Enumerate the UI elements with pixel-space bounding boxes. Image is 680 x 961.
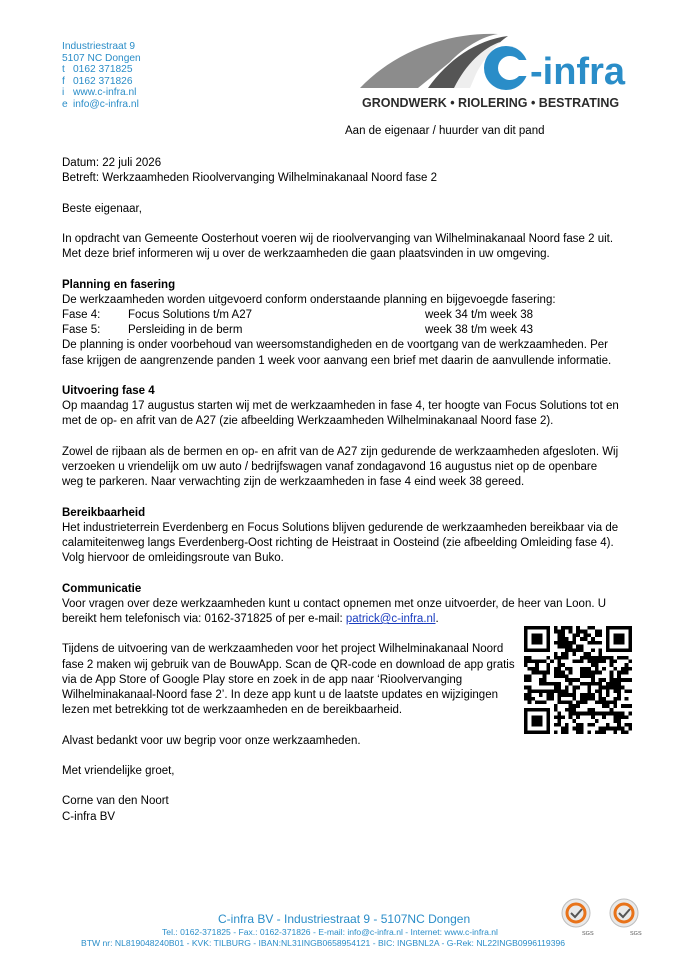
planning-note: fase krijgen de aangrenzende panden 1 week voor aanvang een brief met daarin de aanvullende informatie. bbox=[62, 354, 612, 367]
execution-text: met de op- en afrit van de A27 (zie afbeelding Werkzaamheden Wilhelminakanaal Noord fase 2). bbox=[62, 415, 554, 428]
planning-note: De planning is onder voorbehoud van weersomstandigheden en de voortgang van de werkzaamheden. Per bbox=[62, 339, 608, 352]
accessibility-text: calamiteitenweg langs Everdenberg-Oost richting de Heistraat in Oosteind (zie afbeelding Omleiding fase 4). bbox=[62, 536, 614, 549]
planning-phase: Fase 5: bbox=[62, 324, 101, 337]
logo-tagline: GRONDWERK • RIOLERING • BESTRATING bbox=[362, 96, 620, 110]
execution-heading: Uitvoering fase 4 bbox=[62, 384, 155, 397]
app-text: lezen met betrekking tot de werkzaamheden en de bereikbaarheid. bbox=[62, 704, 403, 717]
thanks-line: Alvast bedankt voor uw begrip voor onze werkzaamheden. bbox=[62, 734, 361, 747]
footer-contact-line: Tel.: 0162-371825 - Fax.: 0162-371826 - E-mail: info@c-infra.nl - Internet: www.c-infra.nl bbox=[162, 927, 498, 937]
contact-email-link[interactable]: patrick@c-infra.nl bbox=[345, 612, 436, 625]
c-infra-logo bbox=[358, 30, 638, 114]
planning-phase: Fase 4: bbox=[62, 308, 101, 321]
sgs-certification-icon bbox=[558, 897, 594, 937]
app-text: via de App Store of Google Play store en zoek in de app naar ‘Rioolvervanging bbox=[62, 673, 463, 686]
accessibility-text: Het industrieterrein Everdenberg en Focus Solutions blijven gedurende de werkzaamheden bereikbaar via de bbox=[62, 521, 619, 534]
svg-text:SGS: SGS bbox=[630, 931, 642, 937]
sgs-certification-icon bbox=[606, 897, 642, 937]
letter-salutation: Beste eigenaar, bbox=[62, 202, 142, 215]
accessibility-text: Volg hiervoor de omleidingsroute van Buko. bbox=[62, 552, 284, 565]
execution-text: verzoeken u vriendelijk om uw auto / bedrijfswagen vanaf zondagavond 16 augustus niet op de openbare bbox=[62, 460, 598, 473]
planning-row bbox=[62, 323, 637, 338]
planning-weeks: week 34 t/m week 38 bbox=[425, 308, 534, 321]
address-postcode: 5107 NC Dongen bbox=[62, 52, 141, 64]
closing-line: Met vriendelijke groet, bbox=[62, 764, 175, 777]
signature-name: Corne van den Noort bbox=[62, 795, 169, 808]
communication-text: Voor vragen over deze werkzaamheden kunt u contact opnemen met onze uitvoerder, de heer van Loon. U bbox=[62, 597, 607, 610]
letter-date: Datum: 22 juli 2026 bbox=[62, 157, 162, 169]
address-website[interactable]: i www.c-infra.nl bbox=[62, 87, 137, 98]
address-street: Industriestraat 9 bbox=[62, 41, 136, 52]
execution-text: Zowel de rijbaan als de bermen en op- en afrit van de A27 zijn gedurende de werkzaamheden afgesloten. Wij bbox=[62, 445, 619, 458]
planning-row bbox=[62, 308, 637, 323]
communication-heading: Communicatie bbox=[62, 582, 142, 595]
letter-subject: Betreft: Werkzaamheden Rioolvervanging Wilhelminakanaal Noord fase 2 bbox=[62, 172, 438, 185]
app-text: fase 2 maken wij gebruik van de BouwApp. Scan de QR-code en download de app gratis bbox=[62, 658, 515, 671]
footer-bank-line: BTW nr: NL819048240B01 - KVK: TILBURG - IBAN:NL31INGB0658954121 - BIC: INGBNL2A - G-Rek: NL22INGB0996119396 bbox=[81, 938, 566, 948]
svg-text:SGS: SGS bbox=[582, 931, 594, 937]
planning-weeks: week 38 t/m week 43 bbox=[425, 324, 534, 337]
letterhead-address bbox=[62, 41, 141, 110]
planning-description: Persleiding in de berm bbox=[128, 324, 243, 337]
accessibility-heading: Bereikbaarheid bbox=[62, 506, 146, 519]
address-email[interactable]: e info@c-infra.nl bbox=[62, 98, 139, 110]
address-fax: f 0162 371826 bbox=[62, 75, 133, 87]
intro-line: In opdracht van Gemeente Oosterhout voeren wij de rioolvervanging van Wilhelminakanaal Noord fase 2 uit. bbox=[62, 232, 614, 245]
intro-line: Met deze brief informeren wij u over de werkzaamheden die gaan plaatsvinden in uw omgeving. bbox=[62, 248, 550, 261]
signature-company: C-infra BV bbox=[62, 810, 116, 823]
execution-text: Op maandag 17 augustus starten wij met de werkzaamheden in fase 4, ter hoogte van Focus Solutions tot en bbox=[62, 400, 619, 413]
execution-text: weg te parkeren. Naar verwachting zijn de werkzaamheden in fase 4 eind week 38 gereed. bbox=[62, 476, 525, 489]
app-text: Tijdens de uitvoering van de werkzaamheden voor het project Wilhelminakanaal Noord bbox=[62, 643, 504, 656]
app-text: Wilhelminakanaal-Noord fase 2’. In deze app kunt u de laatste updates en wijzigingen bbox=[62, 688, 498, 701]
footer-company-line: C-infra BV - Industriestraat 9 - 5107NC Dongen bbox=[218, 912, 471, 926]
communication-contact: bereikt hem telefonisch via: 0162-371825 of per e-mail: patrick@c-infra.nl. bbox=[62, 612, 439, 625]
qr-code[interactable] bbox=[524, 626, 632, 734]
logo-wordmark: -infra bbox=[530, 51, 625, 93]
planning-description: Focus Solutions t/m A27 bbox=[128, 308, 253, 321]
planning-intro: De werkzaamheden worden uitgevoerd conform onderstaande planning en bijgevoegde fasering: bbox=[62, 293, 556, 306]
planning-heading: Planning en fasering bbox=[62, 278, 176, 291]
address-phone: t 0162 371825 bbox=[62, 64, 133, 75]
recipient-line: Aan de eigenaar / huurder van dit pand bbox=[345, 125, 545, 137]
